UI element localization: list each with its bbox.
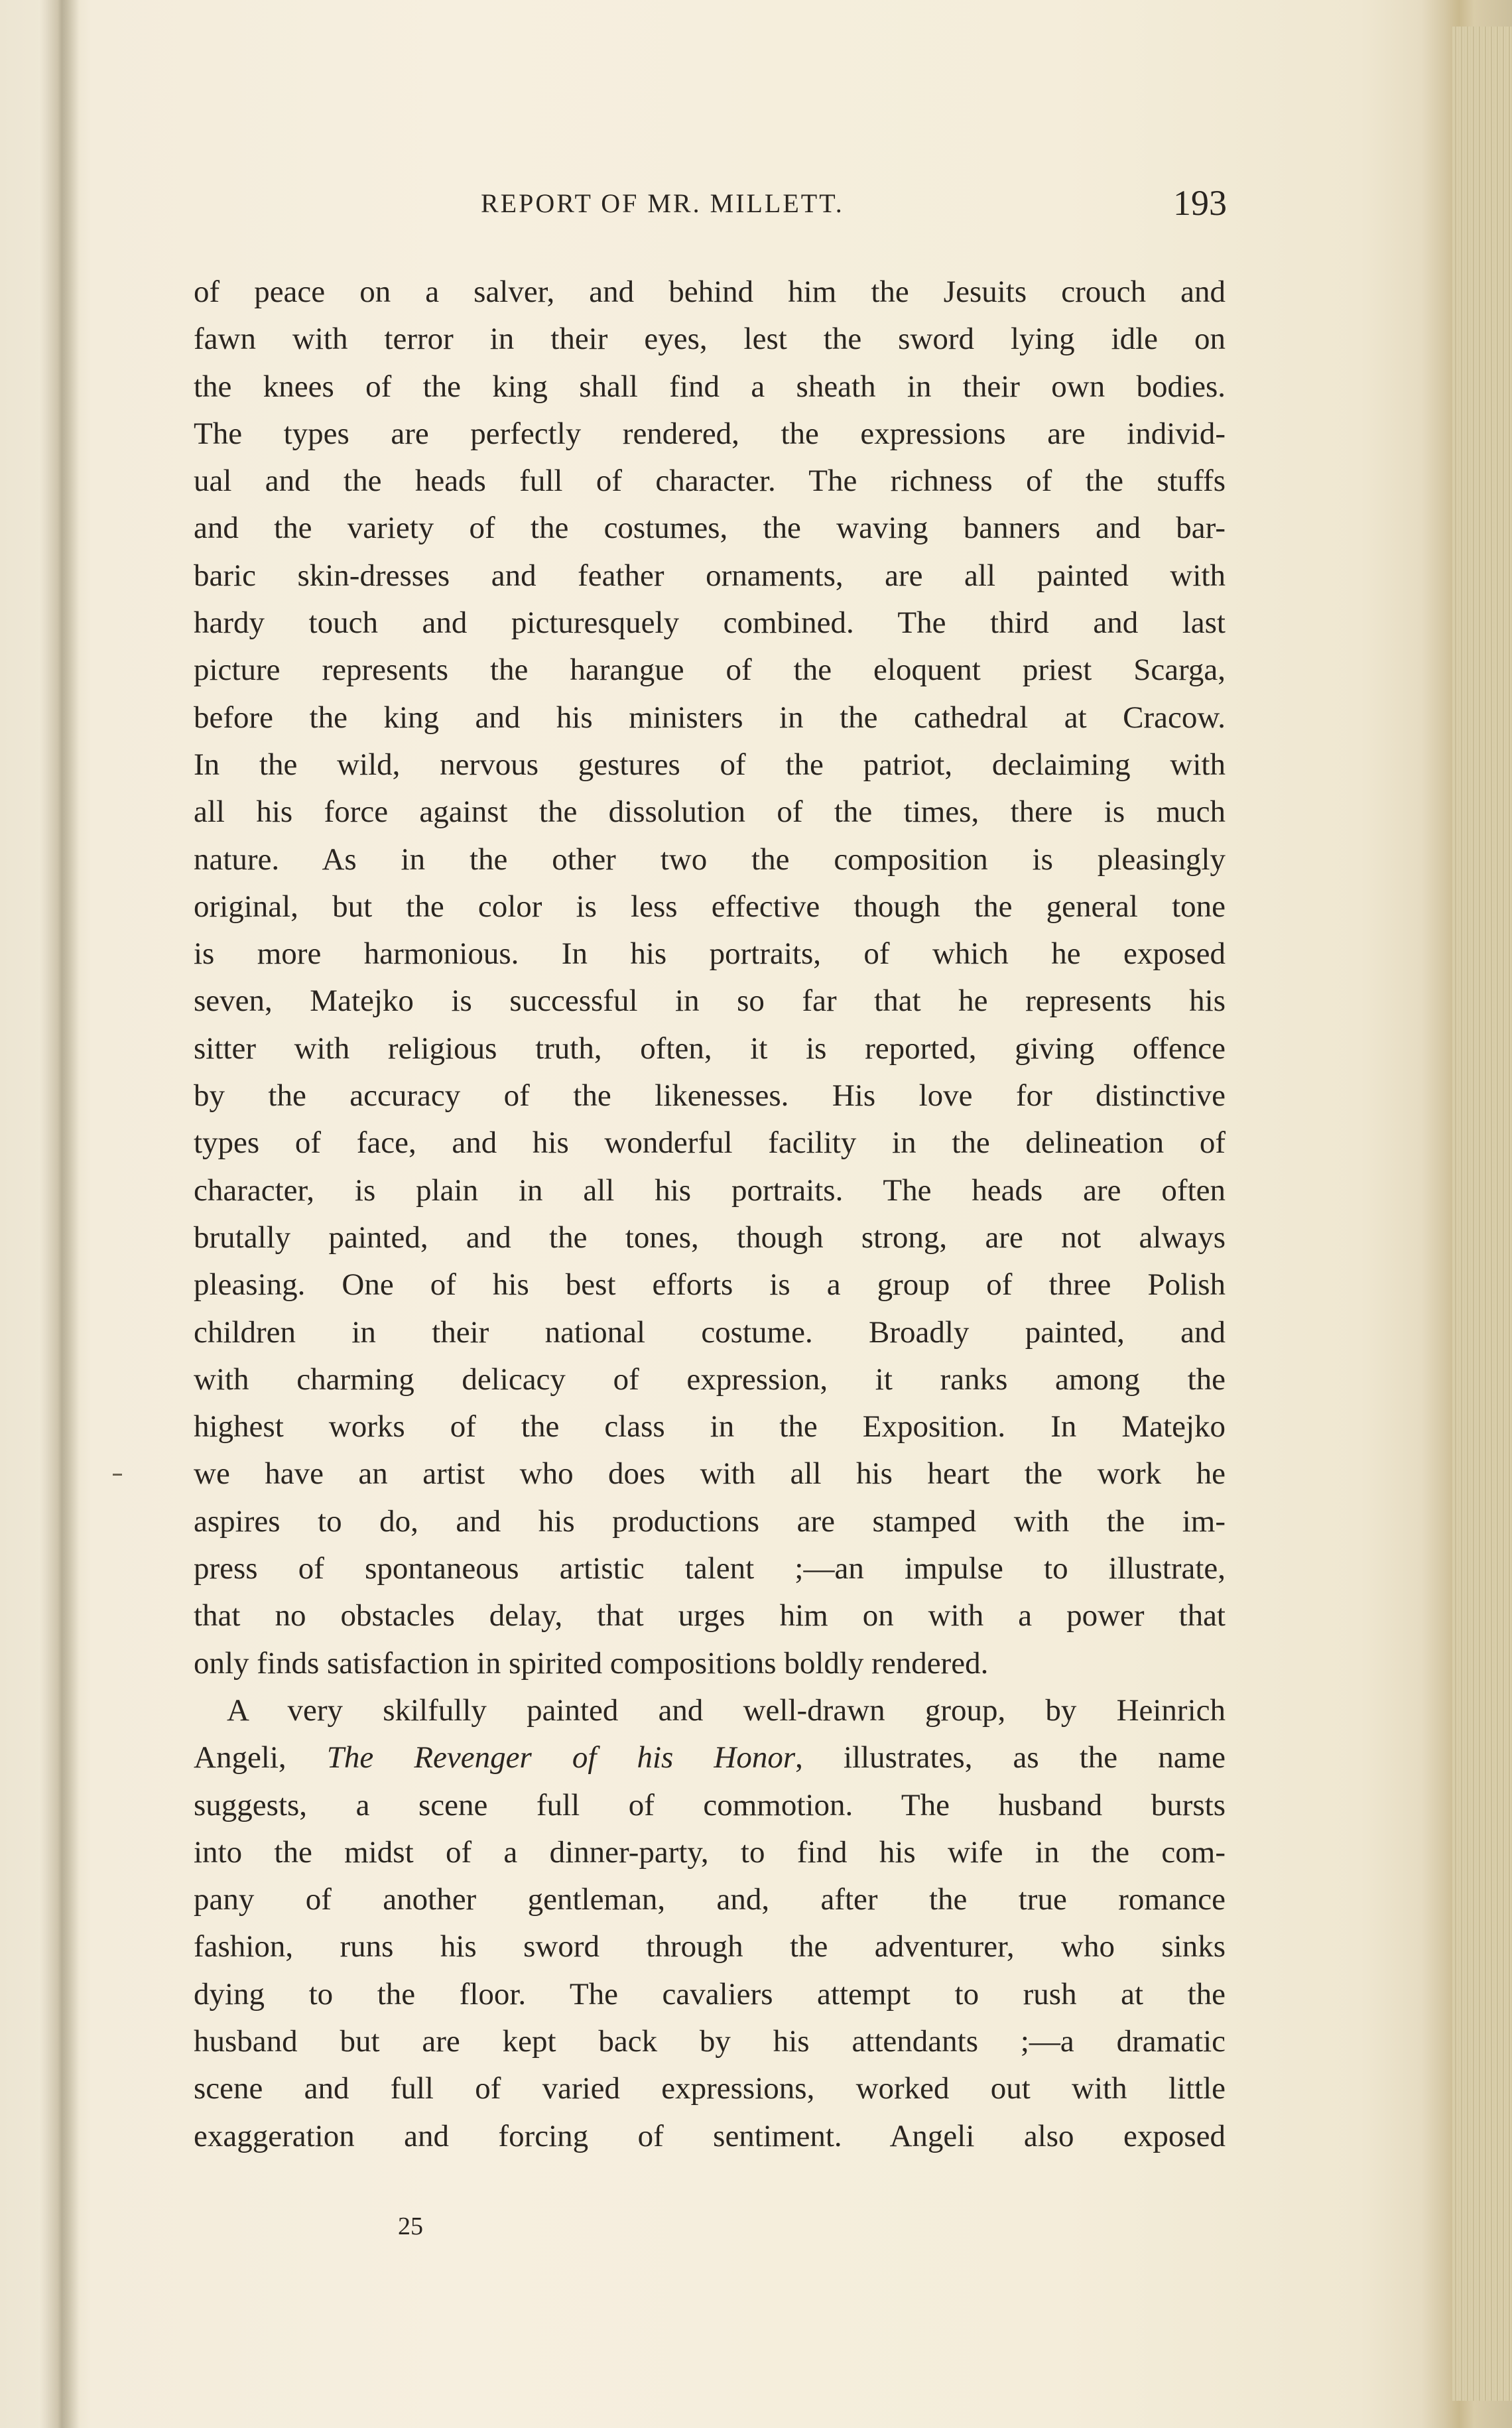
text-line: suggests, a scene full of commotion. The husband bursts bbox=[194, 1787, 1226, 1822]
book-gutter bbox=[40, 0, 80, 2428]
text-line: by the accuracy of the likenesses. His love for distinctive bbox=[194, 1078, 1226, 1114]
text-line: In the wild, nervous gestures of the patriot, declaiming with bbox=[194, 747, 1226, 782]
text-line: original, but the color is less effective though the general tone bbox=[194, 889, 1226, 924]
text-line: character, is plain in all his portraits. The heads are often bbox=[194, 1173, 1226, 1208]
text-line: with charming delicacy of expression, it ranks among the bbox=[194, 1362, 1226, 1397]
running-head bbox=[199, 183, 1227, 227]
text-line: highest works of the class in the Exposition. In Matejko bbox=[194, 1409, 1226, 1444]
text-line: brutally painted, and the tones, though strong, are not always bbox=[194, 1220, 1226, 1255]
text-fragment: , illustrates, as the name bbox=[795, 1740, 1226, 1775]
text-line: fawn with terror in their eyes, lest the sword lying idle on bbox=[194, 322, 1226, 357]
running-head-title: REPORT OF MR. MILLETT. bbox=[481, 188, 844, 218]
text-line: hardy touch and picturesquely combined. The third and last bbox=[194, 606, 1226, 641]
text-fragment: Angeli, bbox=[194, 1740, 327, 1775]
text-line: we have an artist who does with all his heart the work he bbox=[194, 1456, 1226, 1492]
text-line: that no obstacles delay, that urges him on with a power that bbox=[194, 1598, 1226, 1633]
text-line: is more harmonious. In his portraits, of which he exposed bbox=[194, 936, 1226, 972]
body-text bbox=[194, 269, 1226, 2160]
text-line: before the king and his ministers in the cathedral at Cracow. bbox=[194, 700, 1226, 735]
text-line: baric skin-dresses and feather ornaments, are all painted with bbox=[194, 558, 1226, 593]
text-line: A very skilfully painted and well-drawn group, by Heinrich bbox=[227, 1693, 1226, 1728]
text-line: types of face, and his wonderful facility in the delineation of bbox=[194, 1125, 1226, 1161]
artwork-title: The Revenger of his Honor bbox=[326, 1740, 796, 1775]
text-line: nature. As in the other two the composition is pleasingly bbox=[194, 842, 1226, 877]
text-line: pany of another gentleman, and, after the true romance bbox=[194, 1882, 1226, 1917]
page-number: 193 bbox=[1173, 183, 1227, 223]
margin-mark bbox=[113, 1474, 122, 1476]
text-line: picture represents the harangue of the eloquent priest Scarga, bbox=[194, 653, 1226, 688]
text-line: dying to the floor. The cavaliers attempt to rush at the bbox=[194, 1976, 1226, 2012]
text-line: seven, Matejko is successful in so far that he represents his bbox=[194, 984, 1226, 1019]
signature-mark: 25 bbox=[398, 2212, 423, 2240]
text-line: fashion, runs his sword through the adventurer, who sinks bbox=[194, 1929, 1226, 1964]
text-line: and the variety of the costumes, the waving banners and bar- bbox=[194, 511, 1226, 546]
text-line: press of spontaneous artistic talent ;—an impulse to illustrate, bbox=[194, 1551, 1226, 1586]
text-line: of peace on a salver, and behind him the Jesuits crouch and bbox=[194, 275, 1226, 309]
text-line: sitter with religious truth, often, it is reported, giving offence bbox=[194, 1031, 1226, 1066]
text-line: exaggeration and forcing of sentiment. Angeli also exposed bbox=[194, 2118, 1226, 2153]
text-line: only finds satisfaction in spirited compositions boldly rendered. bbox=[194, 1645, 989, 1681]
text-line: ual and the heads full of character. The richness of the stuffs bbox=[194, 464, 1226, 499]
text-line: the knees of the king shall find a sheath in their own bodies. bbox=[194, 369, 1226, 404]
text-line: The types are perfectly rendered, the expressions are individ- bbox=[194, 416, 1226, 451]
text-line-with-title bbox=[194, 1734, 1226, 1781]
text-line: aspires to do, and his productions are stamped with the im- bbox=[194, 1503, 1226, 1539]
text-line: pleasing. One of his best efforts is a group of three Polish bbox=[194, 1267, 1226, 1303]
text-line: all his force against the dissolution of the times, there is much bbox=[194, 795, 1226, 830]
text-line: husband but are kept back by his attendants ;—a dramatic bbox=[194, 2023, 1226, 2059]
text-line: into the midst of a dinner-party, to find his wife in the com- bbox=[194, 1834, 1226, 1870]
text-line: scene and full of varied expressions, worked out with little bbox=[194, 2071, 1226, 2106]
text-line: children in their national costume. Broadly painted, and bbox=[194, 1314, 1226, 1350]
page-edges bbox=[1452, 27, 1512, 2401]
